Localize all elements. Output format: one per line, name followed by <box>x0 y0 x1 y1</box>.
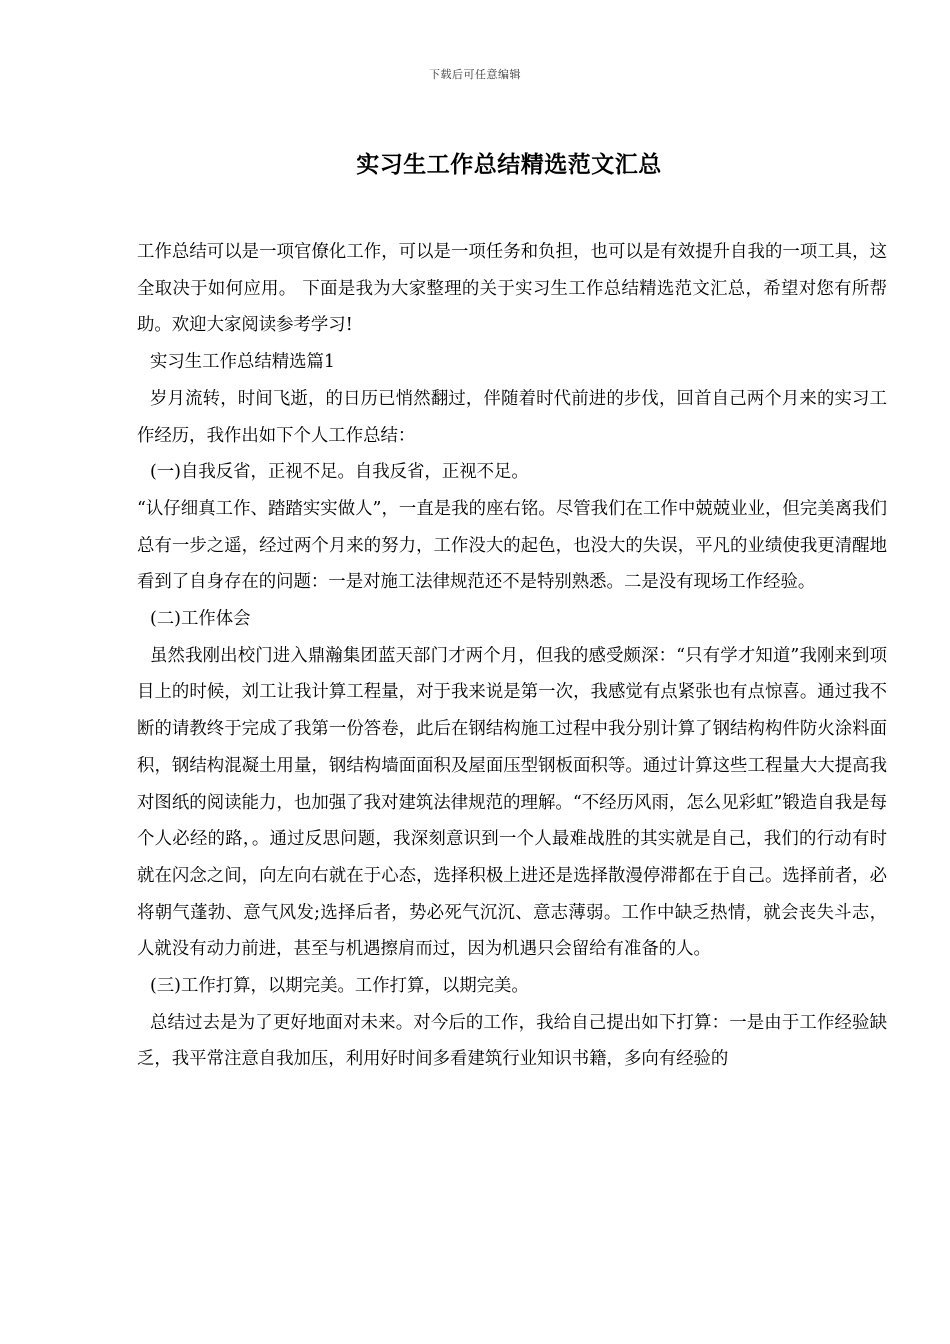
subsection-heading: (二)工作体会 <box>150 609 251 630</box>
subsection-heading: (三)工作打算，以期完美。工作打算，以期完美。 <box>150 976 529 997</box>
header-note: 下载后可任意编辑 <box>429 68 521 81</box>
subsection-heading: (一)自我反省，正视不足。自我反省，正视不足。 <box>150 462 529 483</box>
section-heading: 实习生工作总结精选篇1 <box>150 352 335 373</box>
paragraph: 虽然我刚出校门进入鼎瀚集团蓝天部门才两个月，但我的感受颇深：“只有学才知道”我刚来到项目上的时候，刘工让我计算工程量，对于我来说是第一次，我感觉有点紧张也有点惊喜。通过我不断的请教终于完成了我第一份答卷，此后在钢结构施工过程中我分别计算了钢结构构件防火涂料面积，钢结构混凝土用量，钢结构墙面面积及屋面压型钢板面积等。通过计算这些工程量大大提高我对图纸的阅读能力，也加强了我对建筑法律规范的理解。“不经历风雨，怎么见彩虹”锻造自我是每个人必经的路，。通过反思问题，我深刻意识到一个人最难战胜的其实就是自己，我们的行动有时就在闪念之间，向左向右就在于心态，选择积极上进还是选择散漫停滞都在于自己。选择前者，必将朝气蓬勃、意气风发;选择后者，势必死气沉沉、意志薄弱。工作中缺乏热情，就会丧失斗志，人就没有动力前进，甚至与机遇擦肩而过，因为机遇只会留给有准备的人。 <box>137 645 887 960</box>
paragraph: 总结过去是为了更好地面对未来。对今后的工作，我给自己提出如下打算：一是由于工作经验缺乏，我平常注意自我加压，利用好时间多看建筑行业知识书籍，多向有经验的 <box>137 1012 887 1070</box>
paragraph: 岁月流转，时间飞逝，的日历已悄然翻过，伴随着时代前进的步伐，回首自己两个月来的实习工作经历，我作出如下个人工作总结： <box>137 388 887 446</box>
document-title: 实习生工作总结精选范文汇总 <box>356 152 662 178</box>
document-body <box>137 234 887 1078</box>
paragraph: “认仔细真工作、踏踏实实做人”，一直是我的座右铭。尽管我们在工作中兢兢业业，但完美离我们总有一步之遥，经过两个月来的努力，工作没大的起色，也没大的失误，平凡的业绩使我更清醒地看到了自身存在的问题：一是对施工法律规范还不是特别熟悉。二是没有现场工作经验。 <box>137 498 887 593</box>
paragraph-intro: 工作总结可以是一项官僚化工作，可以是一项任务和负担，也可以是有效提升自我的一项工具，这全取决于如何应用。 下面是我为大家整理的关于实习生工作总结精选范文汇总，希望对您有所帮助。欢迎大家阅读参考学习! <box>137 242 887 336</box>
